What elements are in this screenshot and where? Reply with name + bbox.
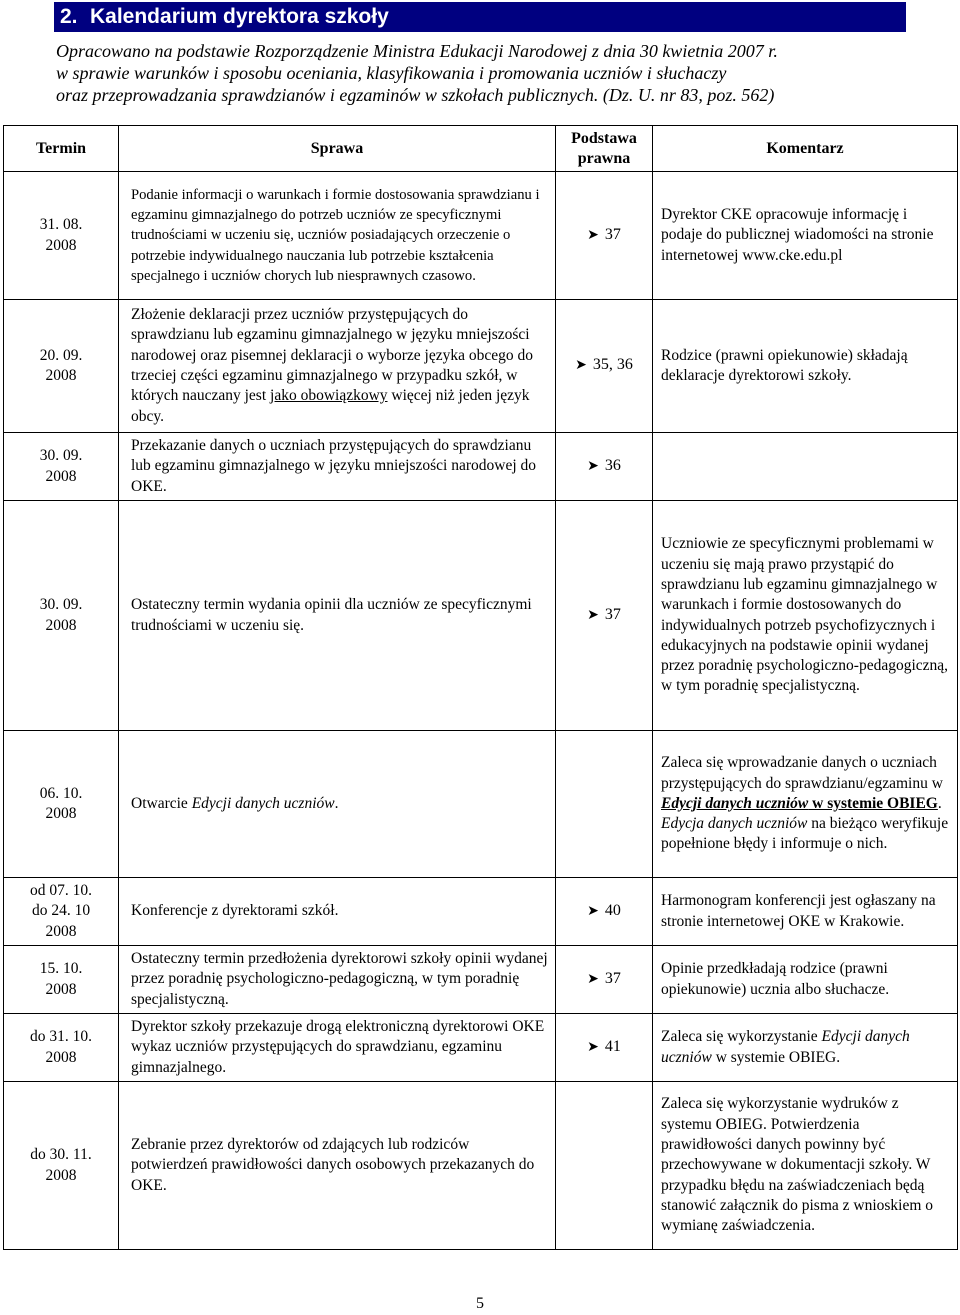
table-row <box>4 731 958 878</box>
intro-line-3: oraz przeprowadzania sprawdzianów i egzaminów w szkołach publicznych. (Dz. U. nr 83, poz. 562) <box>56 85 775 105</box>
intro-line-1: Opracowano na podstawie Rozporządzenie Ministra Edukacji Narodowej z dnia 30 kwietnia 2007 r. <box>56 41 778 61</box>
term-cell: 30. 09. 2008 <box>4 433 119 501</box>
sprawa-cell: Przekazanie danych o uczniach przystępujących do sprawdzianu lub egzaminu gimnazjalnego w języku mniejszości narodowej do OKE. <box>119 433 556 501</box>
intro-paragraph <box>56 40 906 106</box>
sprawa-cell: Zebranie przez dyrektorów od zdających lub rodziców potwierdzeń prawidłowości danych osobowych przekazanych do OKE. <box>119 1082 556 1250</box>
podstawa-cell <box>556 731 653 878</box>
term-cell: do 31. 10. 2008 <box>4 1014 119 1082</box>
komentarz-cell <box>653 433 958 501</box>
sprawa-cell: Otwarcie Edycji danych uczniów. <box>119 731 556 878</box>
table-row <box>4 501 958 731</box>
section-sign-icon: ➤ <box>587 607 599 623</box>
header-sprawa: Sprawa <box>119 126 556 172</box>
podstawa-cell: ➤ 35, 36 <box>556 300 653 433</box>
sprawa-cell: Ostateczny termin przedłożenia dyrektorowi szkoły opinii wydanej przez poradnię psychologiczno-pedagogiczną, w tym poradnię specjalistyczną. <box>119 946 556 1014</box>
section-sign-icon: ➤ <box>587 227 599 243</box>
komentarz-cell: Rodzice (prawni opiekunowie) składają deklaracje dyrektorowi szkoły. <box>653 300 958 433</box>
podstawa-cell: ➤ 41 <box>556 1014 653 1082</box>
term-cell: 31. 08. 2008 <box>4 172 119 300</box>
sprawa-cell: Podanie informacji o warunkach i formie dostosowania sprawdzianu i egzaminu gimnazjalnego do potrzeb uczniów ze specyficznymi trudnościami w uczeniu się, uczniów posiadających orzeczenie o potrzebie indywidualnego nauczania lub potrzebie kształcenia specjalnego i uczniów chorych lub niesprawnych czasowo. <box>119 172 556 300</box>
sprawa-cell: Ostateczny termin wydania opinii dla uczniów ze specyficznymi trudnościami w uczeniu się. <box>119 501 556 731</box>
section-sign-icon: ➤ <box>587 903 599 919</box>
komentarz-cell: Zaleca się wykorzystanie Edycji danych uczniów w systemie OBIEG. <box>653 1014 958 1082</box>
table-header-row <box>4 126 958 172</box>
header-komentarz: Komentarz <box>653 126 958 172</box>
intro-line-2: w sprawie warunków i sposobu oceniania, klasyfikowania i promowania uczniów i słuchaczy <box>56 63 727 83</box>
section-title: Kalendarium dyrektora szkoły <box>90 5 389 28</box>
table-row <box>4 1014 958 1082</box>
podstawa-cell: ➤ 37 <box>556 172 653 300</box>
section-header <box>54 2 906 32</box>
section-sign-icon: ➤ <box>587 458 599 474</box>
komentarz-cell: Zaleca się wprowadzanie danych o uczniach przystępujących do sprawdzianu/egzaminu w Edycji danych uczniów w systemie OBIEG. Edycja danych uczniów na bieżąco weryfikuje popełnione błędy i informuje o nich. <box>653 731 958 878</box>
podstawa-cell: ➤ 37 <box>556 501 653 731</box>
podstawa-cell <box>556 1082 653 1250</box>
komentarz-cell: Dyrektor CKE opracowuje informację i podaje do publicznej wiadomości na stronie internetowej www.cke.edu.pl <box>653 172 958 300</box>
sprawa-cell: Dyrektor szkoły przekazuje drogą elektroniczną dyrektorowi OKE wykaz uczniów przystępujących do sprawdzianu, egzaminu gimnazjalnego. <box>119 1014 556 1082</box>
section-sign-icon: ➤ <box>587 1039 599 1055</box>
term-cell: 20. 09. 2008 <box>4 300 119 433</box>
header-podstawa: Podstawa prawna <box>556 126 653 172</box>
section-sign-icon: ➤ <box>587 971 599 987</box>
page-number: 5 <box>476 1295 484 1312</box>
term-cell: 15. 10. 2008 <box>4 946 119 1014</box>
calendar-table <box>3 125 958 1250</box>
podstawa-cell: ➤ 36 <box>556 433 653 501</box>
header-term: Termin <box>4 126 119 172</box>
table-row <box>4 172 958 300</box>
table-row <box>4 1082 958 1250</box>
table-row <box>4 946 958 1014</box>
term-cell: 30. 09. 2008 <box>4 501 119 731</box>
section-number: 2. <box>60 5 78 28</box>
section-sign-icon: ➤ <box>575 358 587 374</box>
term-cell: do 30. 11. 2008 <box>4 1082 119 1250</box>
podstawa-cell: ➤ 40 <box>556 878 653 946</box>
table-row <box>4 433 958 501</box>
term-cell: 06. 10. 2008 <box>4 731 119 878</box>
komentarz-cell: Harmonogram konferencji jest ogłaszany na stronie internetowej OKE w Krakowie. <box>653 878 958 946</box>
komentarz-cell: Zaleca się wykorzystanie wydruków z systemu OBIEG. Potwierdzenia prawidłowości danych powinny być przechowywane w dokumentacji szkoły. W przypadku błędu na zaświadczeniach będą stanowić załącznik do pisma z wnioskiem o wymianę zaświadczenia. <box>653 1082 958 1250</box>
komentarz-cell: Uczniowie ze specyficznymi problemami w uczeniu się mają prawo przystąpić do sprawdzianu lub egzaminu gimnazjalnego w warunkach i formie dostosowanych do indywidualnych potrzeb psychofizycznych i edukacyjnych na podstawie opinii wydanej przez poradnię psychologiczno-pedagogiczną, w tym poradnię specjalistyczną. <box>653 501 958 731</box>
sprawa-cell: Złożenie deklaracji przez uczniów przystępujących do sprawdzianu lub egzaminu gimnazjalnego w języku mniejszości narodowej oraz pisemnej deklaracji o wyborze języka obcego do trzeciej części egzaminu gimnazjalnego w przypadku szkół, w których nauczany jest jako obowiązkowy więcej niż jeden język obcy. <box>119 300 556 433</box>
table-row <box>4 300 958 433</box>
podstawa-cell: ➤ 37 <box>556 946 653 1014</box>
sprawa-cell: Konferencje z dyrektorami szkół. <box>119 878 556 946</box>
table-row <box>4 878 958 946</box>
komentarz-cell: Opinie przedkładają rodzice (prawni opiekunowie) ucznia albo słuchacze. <box>653 946 958 1014</box>
term-cell: od 07. 10. do 24. 10 2008 <box>4 878 119 946</box>
